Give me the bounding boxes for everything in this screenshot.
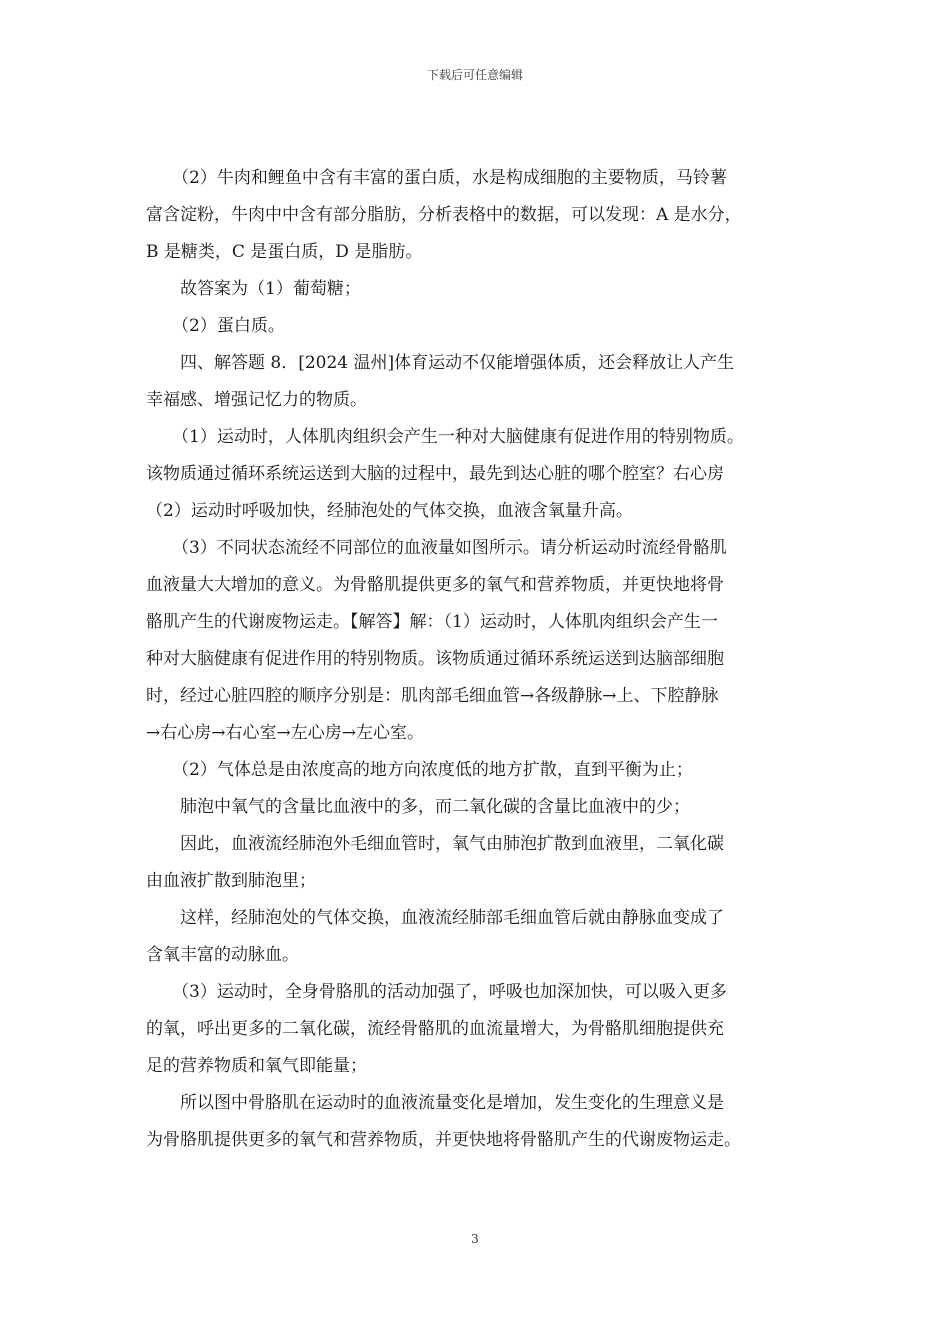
paragraph-line: 故答案为（1）葡萄糖； [180, 279, 361, 299]
paragraph-line: 幸福感、增强记忆力的物质。 [146, 390, 367, 410]
paragraph-line: 血液量大大增加的意义。为骨骼肌提供更多的氧气和营养物质，并更快地将骨 [146, 575, 724, 595]
paragraph-line: （2）牛肉和鲤鱼中含有丰富的蛋白质，水是构成细胞的主要物质，马铃薯 [172, 168, 727, 188]
paragraph-line: B 是糖类，C 是蛋白质，D 是脂肪。 [146, 242, 423, 262]
paragraph-line: 因此，血液流经肺泡外毛细血管时，氧气由肺泡扩散到血液里，二氧化碳 [180, 834, 724, 854]
paragraph-line: （2）运动时呼吸加快，经肺泡处的气体交换，血液含氧量升高。 [146, 501, 633, 521]
paragraph-line: 种对大脑健康有促进作用的特别物质。该物质通过循环系统运送到达脑部细胞 [146, 649, 724, 669]
paragraph-line: 所以图中骨胳肌在运动时的血液流量变化是增加，发生变化的生理意义是 [180, 1093, 724, 1113]
paragraph-line: 由血液扩散到肺泡里； [146, 871, 316, 891]
paragraph-line: 足的营养物质和氧气即能量； [146, 1056, 367, 1076]
paragraph-line: 为骨胳肌提供更多的氧气和营养物质，并更快地将骨骼肌产生的代谢废物运走。 [146, 1130, 741, 1150]
page-number: 3 [471, 1232, 479, 1246]
paragraph-line: 的氧，呼出更多的二氧化碳，流经骨骼肌的血流量增大，为骨骼肌细胞提供充 [146, 1019, 724, 1039]
paragraph-line: （3）运动时，全身骨胳肌的活动加强了，呼吸也加深加快，可以吸入更多 [172, 982, 727, 1002]
page-header: 下载后可任意编辑 [426, 68, 523, 82]
paragraph-line: 这样，经肺泡处的气体交换，血液流经肺部毛细血管后就由静脉血变成了 [180, 908, 724, 928]
paragraph-line: （3）不同状态流经不同部位的血液量如图所示。请分析运动时流经骨骼肌 [172, 538, 727, 558]
paragraph-line: 该物质通过循环系统运送到大脑的过程中，最先到达心脏的哪个腔室？右心房 [146, 464, 724, 484]
paragraph-line: 含氧丰富的动脉血。 [146, 945, 299, 965]
paragraph-line: 时，经过心脏四腔的顺序分别是：肌肉部毛细血管→各级静脉→上、下腔静脉 [146, 686, 719, 706]
paragraph-line: （2）蛋白质。 [172, 316, 285, 336]
paragraph-line: 富含淀粉，牛肉中中含有部分脂肪，分析表格中的数据，可以发现：A 是水分， [146, 205, 742, 225]
paragraph-line: →右心房→右心室→左心房→左心室。 [146, 723, 424, 743]
paragraph-line: 肺泡中氧气的含量比血液中的多，而二氧化碳的含量比血液中的少； [180, 797, 690, 817]
paragraph-line: 骼肌产生的代谢废物运走。【解答】解：（1）运动时，人体肌肉组织会产生一 [146, 612, 718, 632]
paragraph-line: （2）气体总是由浓度高的地方向浓度低的地方扩散，直到平衡为止； [172, 760, 693, 780]
paragraph-line: （1）运动时，人体肌肉组织会产生一种对大脑健康有促进作用的特别物质。 [172, 427, 744, 447]
document-body [146, 160, 810, 1159]
paragraph-line: 四、解答题 8．[2024 温州]体育运动不仅能增强体质，还会释放让人产生 [180, 353, 735, 373]
